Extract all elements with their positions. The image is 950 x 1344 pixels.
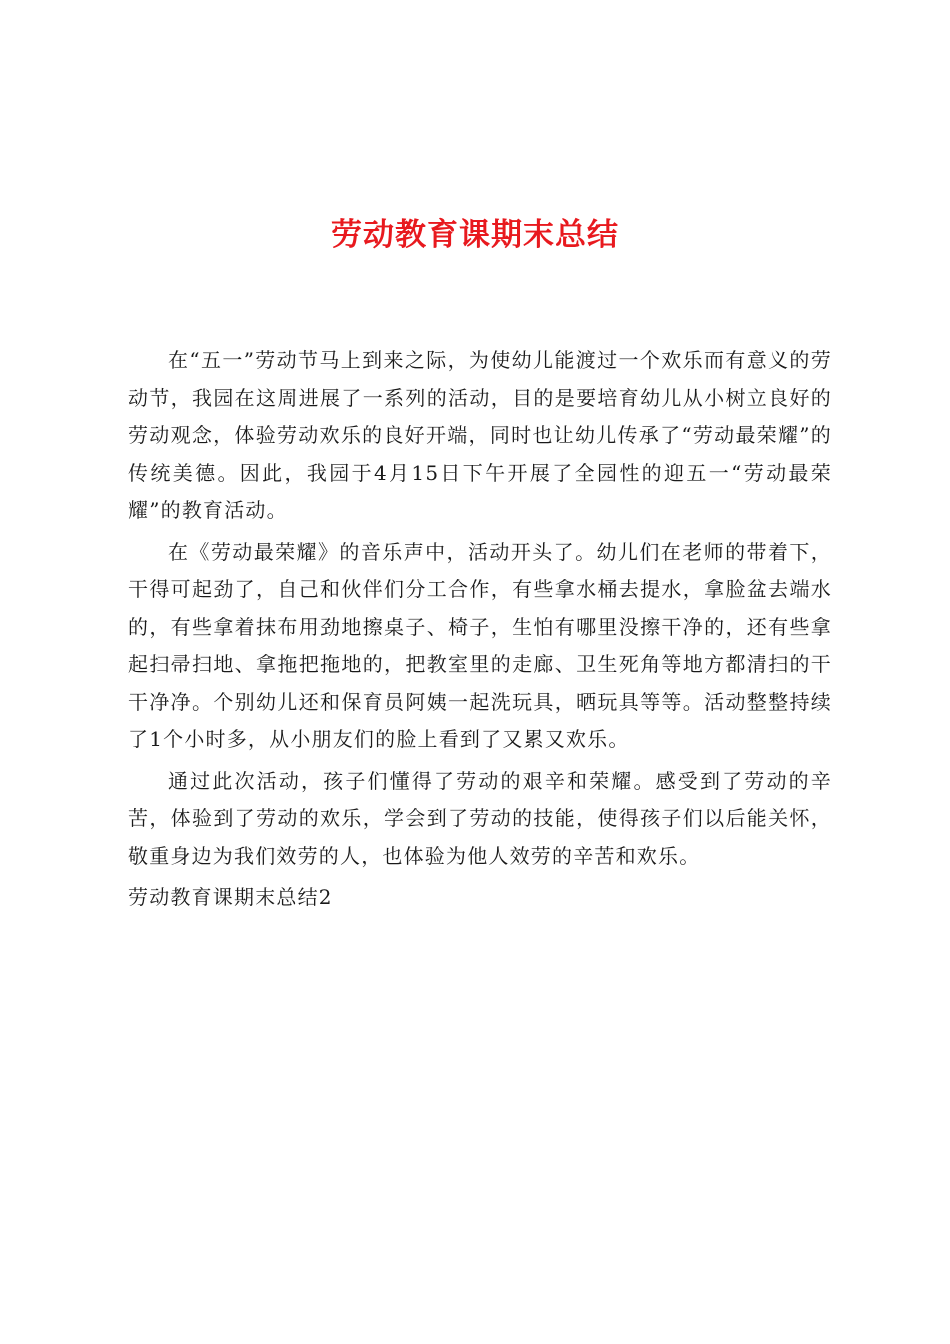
next-section-heading: 劳动教育课期末总结2 <box>128 885 333 909</box>
paragraph-3: 通过此次活动，孩子们懂得了劳动的艰辛和荣耀。感受到了劳动的辛苦，体验到了劳动的欢乐，学会到了劳动的技能，使得孩子们以后能关怀，敬重身边为我们效劳的人，也体验为他人效劳的辛苦和欢乐。 <box>128 768 832 868</box>
document-body <box>128 342 832 917</box>
paragraph-1: 在“五一”劳动节马上到来之际，为使幼儿能渡过一个欢乐而有意义的劳动节，我园在这周进展了一系列的活动，目的是要培育幼儿从小树立良好的劳动观念，体验劳动欢乐的良好开端，同时也让幼儿传承了“劳动最荣耀”的传统美德。因此，我园于4月15日下午开展了全园性的迎五一“劳动最荣耀”的教育活动。 <box>128 348 832 522</box>
document-title: 劳动教育课期末总结 <box>331 217 619 253</box>
paragraph-2: 在《劳动最荣耀》的音乐声中，活动开头了。幼儿们在老师的带着下，干得可起劲了，自己和伙伴们分工合作，有些拿水桶去提水，拿脸盆去端水的，有些拿着抹布用劲地擦桌子、椅子，生怕有哪里没擦干净的，还有些拿起扫帚扫地、拿拖把拖地的，把教室里的走廊、卫生死角等地方都清扫的干干净净。个别幼儿还和保育员阿姨一起洗玩具，晒玩具等等。活动整整持续了1个小时多，从小朋友们的脸上看到了又累又欢乐。 <box>128 539 832 751</box>
